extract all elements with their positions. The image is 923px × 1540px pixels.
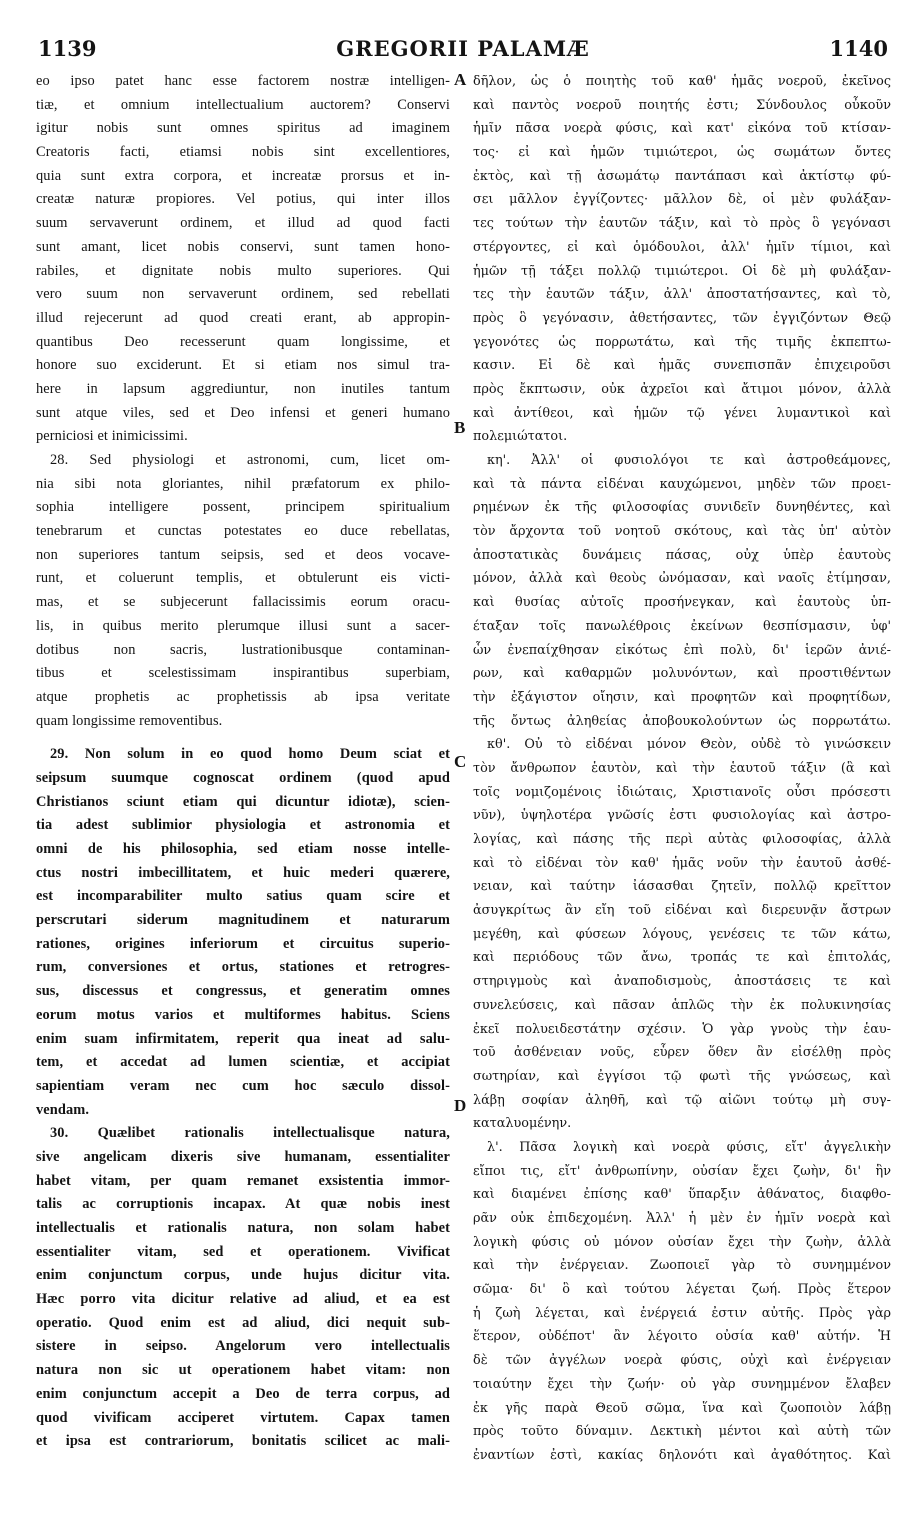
greek-line: κασιν. Εἰ δὲ καὶ ἡμᾶς συνεπισπᾶν ἐπιχειροῦσι (473, 358, 891, 374)
latin-line: tia adest sublimior physiologia et astronomia et (36, 817, 450, 834)
running-title: GREGORII PALAMÆ (336, 36, 590, 61)
latin-line: vero suum non servaverunt ordinem, sed rebellati (36, 286, 450, 303)
greek-line: ρημένων ἐκ τῆς φιλοσοφίας συνιδεῖν δυνηθέντες, καὶ (473, 500, 891, 516)
latin-line: sunt amant, licet nobis conservi, sunt tamen hono- (36, 238, 450, 255)
margin-letter-d: D (454, 1096, 467, 1115)
page-header (38, 36, 888, 66)
latin-line: quod vivificam acciperet virtutem. Capax tamen (36, 1409, 450, 1426)
latin-line: tiæ, et omnium intellectualium auctorem? Conservi (36, 96, 450, 113)
latin-line: sophia intelligere possent, principem spiritualium (36, 499, 450, 516)
latin-line: tem, et accedat ad lumen scientiæ, et accipiat (36, 1054, 450, 1071)
greek-line: νῦν), ὑψηλοτέρα γνῶσίς ἐστι φυσιολογίας καὶ ἀστρο- (473, 808, 891, 824)
greek-line: ὧν ἐνεπαίχθησαν εἰκότως ἐπὶ πολὺ, δι' ἱερῶν ἀνιέ- (473, 642, 891, 658)
greek-line: καὶ τὴν ἐνέργειαν. Ζωοποιεῖ γὰρ τὸ συνημμένον (473, 1258, 891, 1274)
greek-line: νειαν, καὶ ταύτην ἰάσασθαι ζητεῖν, πολλῷ κρεῖττον (473, 879, 891, 895)
latin-line: illud rejecerunt ad quod creati erant, ab appropin- (36, 309, 450, 326)
latin-line: rum, conversiones et ortus, stationes et retrogres- (36, 959, 450, 976)
greek-line: ἀποστατικὰς δυνάμεις πάσας, οὐχ ὑπὲρ ἑαυτοὺς (473, 547, 891, 563)
latin-line: vendam. (36, 1101, 90, 1118)
greek-line: ἡμῖν πᾶσα νοερὰ φύσις, καὶ κατ' εἰκόνα τοῦ κτίσαν- (473, 121, 891, 137)
latin-line: habet vitam, per quam remanet exsistentia immor- (36, 1172, 450, 1189)
greek-line: λάβῃ σοφίαν ἀληθῆ, καὶ τῷ αἰῶνι τούτῳ μὴ συγ- (473, 1092, 891, 1108)
latin-line: atque prophetis ac prophetissis ab ipsa veritate (36, 688, 450, 705)
latin-line: natura non sic ut operationem habet vitam: non (36, 1362, 450, 1379)
greek-line: τος· εἰ καὶ ἡμῶν τιμιώτεροι, ὡς σωμάτων ὄντες (473, 145, 891, 161)
greek-line: σει μᾶλλον ἐγγίζοντες· μᾶλλον δὲ, οἱ μὲν φυλάξαν- (473, 192, 891, 208)
latin-line: sus, discessus et congressus, et generatim omnes (36, 983, 450, 1000)
latin-line: Creatoris facti, etiamsi nobis sint excellentiores, (36, 144, 450, 161)
latin-line: perniciosi et inimicissimi. (36, 428, 188, 445)
latin-line: sunt atque viles, sed et Deo infensi et generi humano (36, 404, 450, 421)
latin-line: enim suam infirmitatem, reperit qua ineat ad salu- (36, 1030, 450, 1047)
greek-line: δῆλον, ὡς ὁ ποιητὴς τοῦ καθ' ἡμᾶς νοεροῦ, ἐκεῖνος (473, 74, 891, 89)
latin-line: omni de his philosophia, sed etiam nosse intelle- (36, 841, 450, 857)
greek-line: λογικὴ φύσις οὐ μόνον οὐσίαν ἔχει τὴν ζωὴν, ἀλλὰ (473, 1234, 891, 1250)
greek-line: τοῖς νομιζομένοις ἰδιώταις, Χριστιανοῖς οὖσι πρόσεστι (473, 784, 891, 800)
greek-line: κθ'. Οὐ τὸ εἰδέναι μόνον Θεὸν, οὐδὲ τὸ γινώσκειν (487, 737, 891, 753)
greek-line: τὴν ἐξάγιστον οἴησιν, καὶ προφητῶν καὶ προφητίδων, (473, 689, 891, 705)
latin-line: sapientiam veram nec cum hoc sæculo dissol- (36, 1077, 450, 1094)
greek-line: καὶ διαμένει ἐπίσης καθ' ὕπαρξιν ἀθάνατος, διαφθο- (473, 1187, 891, 1203)
latin-line: 29. Non solum in eo quod homo Deum sciat et (50, 746, 450, 763)
latin-line: runt, et coluerunt templis, et obtulerunt eis victi- (36, 570, 450, 587)
latin-line: rationes, origines inferiorum et circuitus superio- (36, 935, 450, 952)
latin-line: quantibus Deo recesserunt quam longissime, et (36, 333, 450, 350)
greek-line: μόνον, ἀλλὰ καὶ θεοὺς ὠνόμασαν, καὶ ναοῖς ἐτίμησαν, (473, 571, 891, 587)
greek-line: ρων, καὶ καθαρμῶν μολυνόντων, καὶ προστιθέντων (473, 666, 891, 682)
greek-line: ρᾶν οὐκ ἐπιδεχομένη. Ἀλλ' ἡ μὲν ἐν ἡμῖν νοερὰ καὶ (473, 1211, 891, 1226)
greek-line: μεγέθη, καὶ φύσεων λόγους, γενέσεις τε τῶν κάτω, (473, 926, 891, 942)
greek-line: ἐκεῖ πολυειδεστάτην σχέσιν. Ὁ γὰρ γνοὺς τὴν ἑαυ- (473, 1021, 891, 1037)
latin-line: honore suo exciderunt. Et si etiam nos simul tra- (36, 357, 450, 374)
greek-column (473, 70, 891, 1468)
latin-line: tenebrarum et cunctas potestates eo duce rebellatas, (36, 523, 450, 540)
margin-letter-c: C (454, 752, 467, 771)
latin-line: mas, et se subjecerunt fallacissimis eorum oracu- (36, 594, 450, 611)
greek-line: καὶ τὸ εἰδέναι τὸν καθ' ἡμᾶς νοῦν τὴν ἑαυτοῦ ἀσθέ- (473, 855, 891, 871)
latin-line: enim conjunctum accepit a Deo de terra corpus, ad (36, 1385, 450, 1402)
margin-letter-b: B (454, 418, 466, 437)
latin-line: est incomparabiliter multo satius quam scire et (36, 888, 450, 905)
greek-line: καὶ θυσίας αὐτοῖς προσήνεγκαν, καὶ ἑαυτοὺς ὑπ- (473, 595, 891, 611)
greek-line: πολεμιώτατοι. (473, 429, 568, 445)
greek-line: στέργοντες, εἰ καὶ ὁμόδουλοι, ἀλλ' ἡμῖν τίμιοι, καὶ (473, 239, 891, 255)
latin-line: perscrutari siderum magnitudinem et naturarum (36, 912, 450, 929)
latin-line: creatæ naturæ propiores. Vel potius, qui inter illos (36, 191, 450, 208)
page-number-left: 1139 (38, 36, 97, 61)
latin-line: nia sibi nota gloriantes, nihil præfatorum ex philo- (36, 475, 450, 492)
greek-line: έταξαν τοῖς πανωλέθροις ἐκείνων θεσπίσμασιν, ὑφ' (473, 618, 891, 634)
latin-line: 28. Sed physiologi et astronomi, cum, licet om- (50, 452, 450, 468)
latin-line: Hæc porro vita dicitur relative ad aliud, et ea est (36, 1291, 450, 1308)
greek-line: γεγονότες ὡς πορρωτάτω, καὶ τῆς τιμῆς ἐκπεπτω- (473, 334, 891, 350)
latin-line: sistere in seipso. Angelorum vero intellectualis (36, 1338, 450, 1355)
greek-line: τὸν ἄνθρωπον ἑαυτὸν, καὶ τὴν ἑαυτοῦ τάξιν (ἃ καὶ (473, 760, 891, 776)
latin-line: rabiles, et dignitate nobis multo superiores. Qui (36, 262, 450, 279)
greek-line: τῆς ὄντως ἀληθείας ἀποβουκολούντων ὡς πορρωτάτω. (473, 713, 891, 729)
latin-line: talis ac corruptionis incapax. At quæ nobis inest (36, 1196, 450, 1213)
greek-line: τοιαύτην ἔχει τὴν ζωήν· οὐ γὰρ συνημμένον ἔλαβεν (473, 1376, 891, 1392)
greek-line: ἡ ζωὴ λέγεται, καὶ ἐνέργειά ἐστιν αὐτῆς. Πρὸς γὰρ (473, 1305, 891, 1321)
greek-line: ἕτερον, οὐδέποτ' ἂν λέγοιτο οὐσία καθ' αὑτήν. Ἡ (473, 1329, 891, 1345)
greek-line: ἐκ γῆς παρὰ Θεοῦ σῶμα, ἵνα καὶ ζωοποιὸν λάβῃ (473, 1400, 891, 1416)
greek-line: πρὸς τοῦτο δύναμιν. Δεκτικὴ μέντοι καὶ αὐτὴ τῶν (473, 1424, 891, 1440)
latin-line: non superiores tantum seipsis, sed et deos vocave- (36, 546, 450, 563)
latin-line: Christianos sciunt etiam qui dicuntur idiotæ), scien- (36, 793, 450, 810)
greek-line: πρὸς ὃ γεγόνασιν, ἀθετήσαντες, τῶν ἐγγιζόντων Θεῷ (473, 310, 891, 326)
latin-line: operatio. Quod enim est ad aliud, dici nequit sub- (36, 1314, 450, 1331)
greek-line: πρὸς ἔκπτωσιν, οὐκ ἀχρεῖοι καὶ ἄτιμοι μόνον, ἀλλὰ (473, 381, 891, 397)
latin-line: here in lapsum aggrediuntur, non inutiles tantum (36, 380, 450, 397)
greek-line: εἴποι τις, εἴτ' ἀνθρωπίνην, οὐσίαν ἔχει ζωὴν, δι' ἣν (473, 1163, 891, 1179)
greek-line: ἀσυγκρίτως ἂν εἴη τοῦ εἰδέναι καὶ διερευνᾷν ἄστρων (473, 903, 891, 919)
greek-line: ἐκτὸς, καὶ τῇ ἀσωμάτῳ παντάπασι καὶ ἀκτίστῳ φύ- (473, 168, 891, 184)
greek-line: λογίας, καὶ πάσης τῆς περὶ αὐτὰς φιλοσοφίας, ἀλλὰ (473, 832, 891, 847)
latin-line: intellectualis et rationalis natura, non solam habet (36, 1220, 450, 1236)
greek-line: ἡμῶν τῇ τάξει πολλῷ τιμιώτεροι. Οἱ δὲ μὴ φυλάξαν- (473, 263, 891, 279)
latin-line: et ipsa est contrariorum, bonitatis scilicet ac mali- (36, 1433, 450, 1450)
latin-line: igitur nobis sunt omnes spiritus ad imaginem (36, 120, 450, 137)
latin-line: suum servaverunt ordinem, et illud ad quod facti (36, 215, 450, 232)
latin-line: lis, in quibus merito plerumque illusi sunt a sacer- (36, 617, 450, 634)
latin-line: ctus nostri imbecillitatem, et huic mederi quærere, (36, 864, 450, 881)
greek-line: λ'. Πᾶσα λογικὴ καὶ νοερὰ φύσις, εἴτ' ἀγγελικὴν (487, 1139, 891, 1155)
greek-line: κη'. Ἀλλ' οἱ φυσιολόγοι τε καὶ ἀστροθεάμονες, (487, 453, 891, 468)
latin-line: essentialiter vitam, sed et operationem. Vivificat (36, 1243, 450, 1260)
greek-line: ἐναντίων ἐστὶ, κακίας δηλονότι καὶ ἀγαθότητος. Καὶ (473, 1447, 891, 1463)
greek-line: καὶ περιόδους τῶν ἄνω, τροπάς τε καὶ ἐπιτολάς, (473, 950, 891, 966)
greek-line: σωτηρίαν, καὶ ἐγγίσοι τῷ φωτὶ τῆς γνώσεως, καὶ (473, 1068, 891, 1084)
greek-line: καταλυομένην. (473, 1116, 572, 1132)
greek-line: τες τὴν ἑαυτῶν τάξιν, ἀλλ' ἀποστατήσαντες, καὶ τὸ, (473, 287, 891, 303)
latin-line: seipsum suumque cognoscat ordinem (quod apud (36, 769, 450, 786)
latin-column (36, 70, 450, 1454)
greek-line: τὸν ἄρχοντα τοῦ νοητοῦ σκότους, καὶ τὰς ὑπ' αὐτὸν (473, 524, 891, 540)
greek-line: συνελεύσεις, καὶ πᾶσαν ἁπλῶς τὴν ἐκ πολυκινησίας (473, 997, 891, 1013)
margin-letter-a: A (454, 70, 467, 89)
greek-line: καὶ παντὸς νοεροῦ ποιητής ἐστι; Σύνδουλος οὖκοῦν (473, 97, 891, 113)
greek-line: δὲ τῶν ἀγγέλων νοερὰ φύσις, οὐχὶ καὶ ἐνέργειαν (473, 1353, 891, 1369)
greek-line: σῶμα· δι' ὃ καὶ τούτου λέγεται ζωή. Πρὸς ἕτερον (473, 1282, 891, 1298)
latin-line: eorum motus varios et multiformes habitus. Sciens (36, 1006, 450, 1023)
latin-line: sive angelicam dixeris sive humanam, essentialiter (36, 1148, 450, 1165)
latin-line: eo ipso patet hanc esse factorem nostræ intelligen- (36, 73, 450, 89)
page-number-right: 1140 (829, 36, 888, 61)
greek-line: καὶ τὰ πάντα εἰδέναι καυχώμενοι, μηδὲν τῶν προει- (473, 476, 891, 492)
latin-line: enim conjunctum corpus, unde hujus dicitur vita. (36, 1267, 450, 1284)
latin-line: dotibus non sacris, lustrationibusque contaminan- (36, 641, 450, 658)
greek-line: στηριγμοὺς καὶ ἀναποδισμοὺς, ἀποστάσεις τε καὶ (473, 974, 891, 990)
greek-line: τοῦ ἀσθένειαν νοῦς, εὗρεν ὅθεν ἂν εἰσέλθῃ πρὸς (473, 1045, 891, 1061)
greek-line: καὶ ἀντίθεοι, καὶ ἡμῶν τῷ γένει λυμαντικοὶ καὶ (473, 405, 891, 421)
greek-line: τες τούτων τὴν ἑαυτῶν τάξιν, καὶ τὸ πρὸς ὃ γεγόνασι (473, 216, 891, 232)
latin-line: tibus et scelestissimam inspirantibus superbiam, (36, 665, 450, 682)
latin-line: 30. Quælibet rationalis intellectualisque natura, (50, 1125, 450, 1142)
latin-line: quia sunt extra corpora, et increatæ prorsus et in- (36, 167, 450, 184)
latin-line: quam longissime removentibus. (36, 712, 223, 729)
